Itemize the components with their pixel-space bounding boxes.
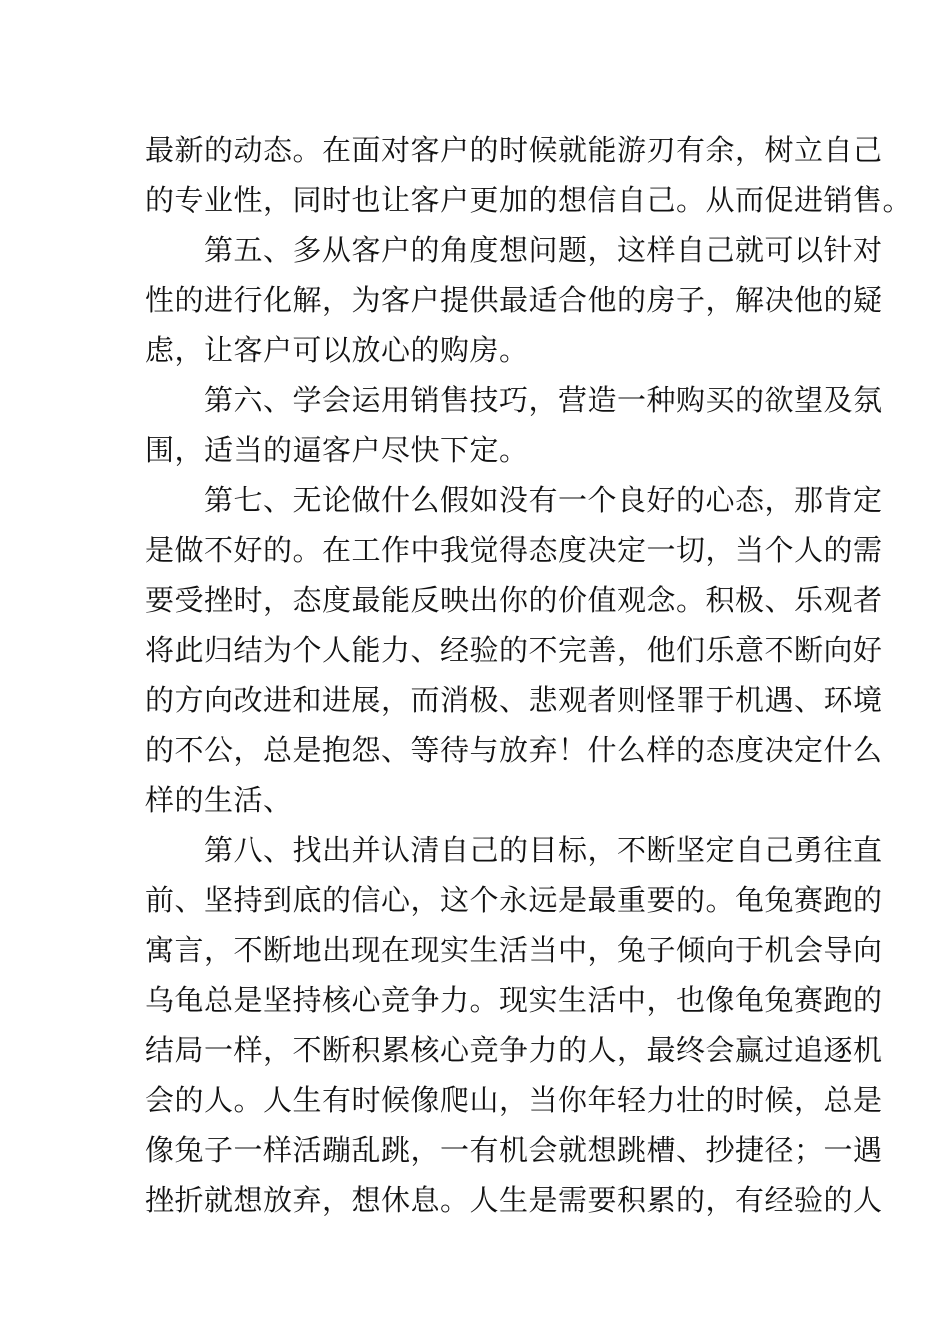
text-line: 的不公，总是抱怨、等待与放弃！什么样的态度决定什么: [145, 733, 883, 767]
text-line: 的专业性，同时也让客户更加的想信自己。从而促进销售。: [145, 183, 913, 217]
text-line: 挫折就想放弃，想休息。人生是需要积累的，有经验的人: [145, 1183, 883, 1217]
text-line: 围，适当的逼客户尽快下定。: [145, 433, 529, 467]
text-line: 样的生活、: [145, 783, 293, 817]
text-line: 前、坚持到底的信心，这个永远是最重要的。龟兔赛跑的: [145, 883, 883, 917]
text-line: 是做不好的。在工作中我觉得态度决定一切，当个人的需: [145, 533, 883, 567]
text-line: 最新的动态。在面对客户的时候就能游刃有余，树立自己: [145, 133, 883, 167]
text-line: 将此归结为个人能力、经验的不完善，他们乐意不断向好: [145, 633, 883, 667]
text-line: 的方向改进和进展，而消极、悲观者则怪罪于机遇、环境: [145, 683, 883, 717]
text-line: 虑，让客户可以放心的购房。: [145, 333, 529, 367]
text-line: 第五、多从客户的角度想问题，这样自己就可以针对: [145, 233, 883, 267]
text-line: 要受挫时，态度最能反映出你的价值观念。积极、乐观者: [145, 583, 883, 617]
text-line: 第六、学会运用销售技巧，营造一种购买的欲望及氛: [145, 383, 883, 417]
text-line: 第八、找出并认清自己的目标，不断坚定自己勇往直: [145, 833, 883, 867]
text-line: 第七、无论做什么假如没有一个良好的心态，那肯定: [145, 483, 883, 517]
text-line: 像兔子一样活蹦乱跳，一有机会就想跳槽、抄捷径；一遇: [145, 1133, 883, 1167]
text-line: 结局一样，不断积累核心竞争力的人，最终会赢过追逐机: [145, 1033, 883, 1067]
text-line: 会的人。人生有时候像爬山，当你年轻力壮的时候，总是: [145, 1083, 883, 1117]
text-line: 寓言，不断地出现在现实生活当中，兔子倾向于机会导向: [145, 933, 883, 967]
text-line: 性的进行化解，为客户提供最适合他的房子，解决他的疑: [145, 283, 883, 317]
text-line: 乌龟总是坚持核心竞争力。现实生活中，也像龟兔赛跑的: [145, 983, 883, 1017]
